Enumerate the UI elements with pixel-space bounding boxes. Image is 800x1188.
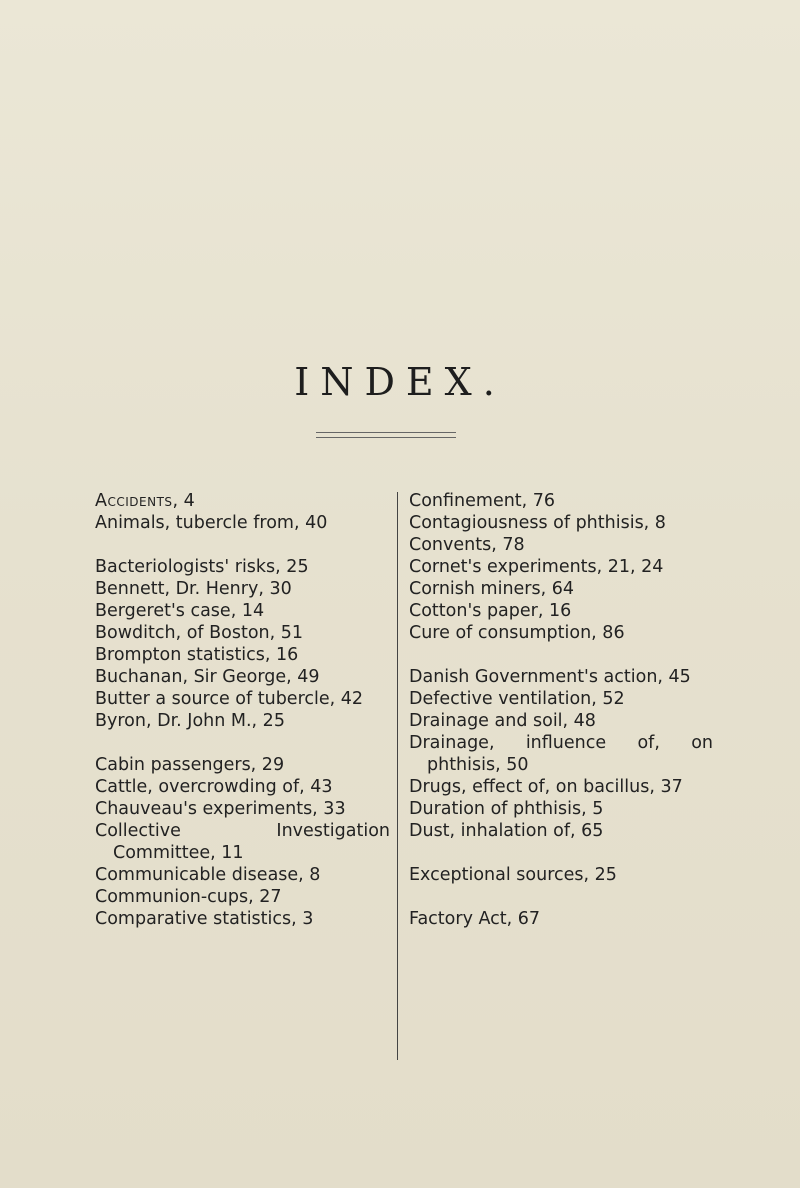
index-entry: Brompton statistics, 16 bbox=[95, 645, 299, 665]
index-entry: Buchanan, Sir George, 49 bbox=[95, 667, 320, 687]
index-entry-head: Accidents bbox=[95, 491, 173, 511]
index-entry: Butter a source of tubercle, 42 bbox=[95, 689, 364, 709]
index-entry: Animals, tubercle from, 40 bbox=[95, 513, 328, 533]
index-entry: Communicable disease, 8 bbox=[95, 865, 321, 885]
index-entry: Bowditch, of Boston, 51 bbox=[95, 623, 304, 643]
index-entry bbox=[95, 490, 390, 512]
index-entry: Cure of consumption, 86 bbox=[409, 623, 625, 643]
index-entry: Byron, Dr. John M., 25 bbox=[95, 711, 285, 731]
index-entry: Confinement, 76 bbox=[409, 491, 556, 511]
index-gap bbox=[409, 842, 713, 864]
index-entry: Defective ventilation, 52 bbox=[409, 689, 625, 709]
index-entry: Convents, 78 bbox=[409, 535, 525, 555]
index-column-right bbox=[409, 490, 713, 930]
index-entry: Danish Government's action, 45 bbox=[409, 667, 691, 687]
index-gap bbox=[409, 644, 713, 666]
index-entry: Exceptional sources, 25 bbox=[409, 865, 617, 885]
index-entry: Bacteriologists' risks, 25 bbox=[95, 557, 309, 577]
index-entry: Communion-cups, 27 bbox=[95, 887, 282, 907]
index-entry: Dust, inhalation of, 65 bbox=[409, 821, 604, 841]
index-entry: Drainage, influence of, on phthisis, 50 bbox=[409, 733, 713, 775]
index-entry: Cattle, overcrowding of, 43 bbox=[95, 777, 333, 797]
index-entry: Cotton's paper, 16 bbox=[409, 601, 572, 621]
index-entry: Cabin passengers, 29 bbox=[95, 755, 285, 775]
index-gap bbox=[95, 534, 390, 556]
index-entry: Contagiousness of phthisis, 8 bbox=[409, 513, 666, 533]
index-entry: Duration of phthisis, 5 bbox=[409, 799, 604, 819]
index-entry: Drainage and soil, 48 bbox=[409, 711, 596, 731]
index-entry: Comparative statistics, 3 bbox=[95, 909, 314, 929]
index-entry: Collective Investigation Committee, 11 bbox=[95, 821, 390, 863]
index-column-left bbox=[95, 490, 390, 930]
index-entry: Factory Act, 67 bbox=[409, 909, 541, 929]
page-title: INDEX. bbox=[294, 360, 506, 404]
index-entry: Bennett, Dr. Henry, 30 bbox=[95, 579, 292, 599]
index-entry: Cornish miners, 64 bbox=[409, 579, 575, 599]
index-entry: Bergeret's case, 14 bbox=[95, 601, 265, 621]
index-entry: Drugs, effect of, on bacillus, 37 bbox=[409, 777, 683, 797]
index-entry: Chauveau's experiments, 33 bbox=[95, 799, 346, 819]
index-gap bbox=[95, 732, 390, 754]
title-rule bbox=[316, 432, 456, 438]
index-entry: Cornet's experiments, 21, 24 bbox=[409, 557, 664, 577]
index-gap bbox=[409, 886, 713, 908]
column-divider bbox=[397, 492, 398, 1060]
index-entry-rest: , 4 bbox=[172, 491, 195, 511]
